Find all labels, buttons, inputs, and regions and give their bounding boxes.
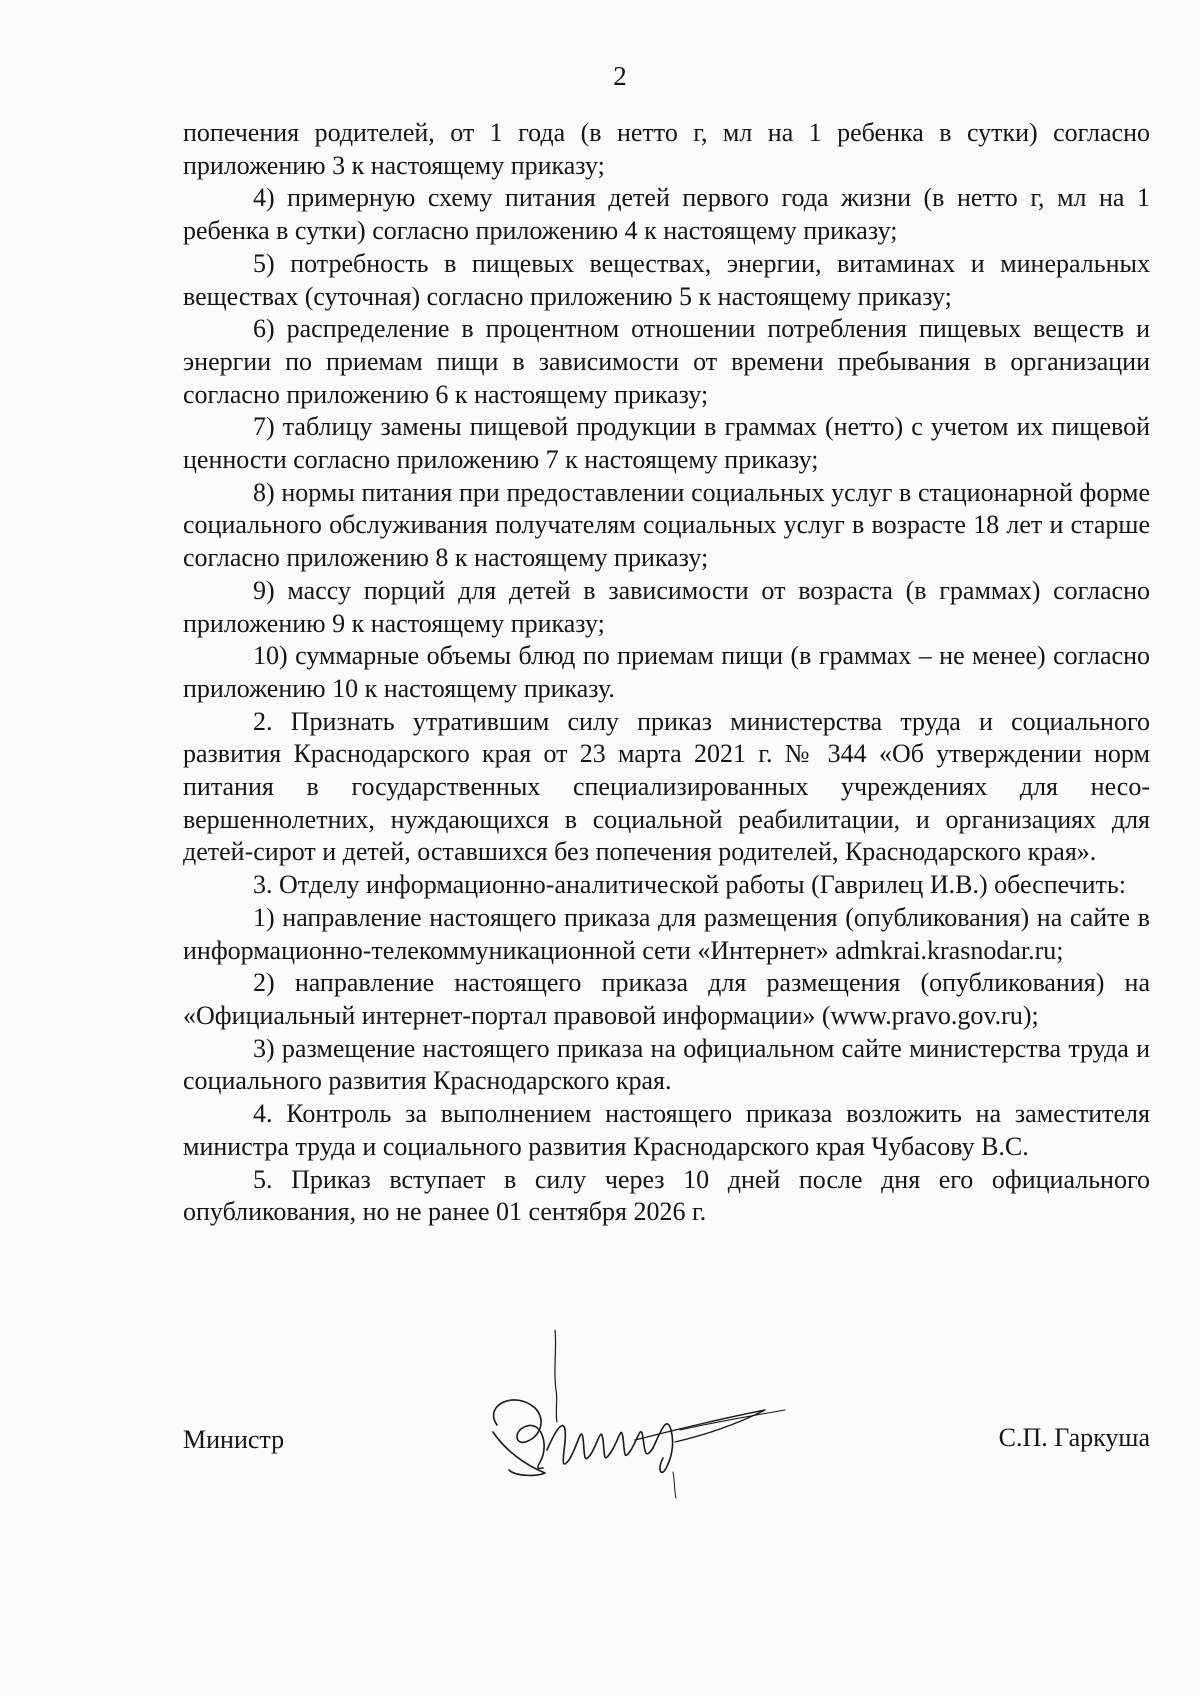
paragraph-section-3-item-2: 2) направление настоящего приказа для размещения (опубликования) на «Официальный интернет-портал правовой информации» (www.pravo.gov.ru);: [183, 968, 1150, 1030]
paragraph-section-4: 4. Контроль за выполнением настоящего приказа возложить на заместителя министра труда и социального развития Краснодарского края Чубасову В.С.: [183, 1099, 1150, 1161]
paragraph-item-10: 10) суммарные объемы блюд по приемам пищи (в граммах – не менее) согласно приложению 10 к настоящему приказу.: [183, 641, 1150, 703]
document-body: [183, 117, 1150, 1229]
paragraph-continuation: попечения родителей, от 1 года (в нетто г, мл на 1 ребенка в сутки) согласно приложению 3 к настоящему приказу;: [183, 118, 1150, 180]
paragraph-item-7: 7) таблицу замены пищевой продукции в граммах (нетто) с учетом их пищевой ценности согласно приложению 7 к настоящему приказу;: [183, 412, 1150, 475]
paragraph-item-4: 4) примерную схему питания детей первого года жизни (в нетто г, мл на 1 ребенка в сутки) согласно приложению 4 к настоящему приказу;: [183, 183, 1150, 246]
signatory-name: С.П. Гаркуша: [998, 1423, 1150, 1452]
paragraph-item-5: 5) потребность в пищевых веществах, энергии, витаминах и минеральных веществах (суточная) согласно приложению 5 к настоящему приказу;: [183, 248, 1150, 311]
paragraph-item-9: 9) массу порций для детей в зависимости от возраста (в граммах) согласно приложению 9 к настоящему приказу;: [183, 575, 1150, 638]
paragraph-section-3-item-1: 1) направление настоящего приказа для размещения (опубликования) на сайте в информационно-телекоммуникационной сети «Интернет» admkrai.krasnodar.ru;: [183, 902, 1150, 965]
paragraph-section-5: 5. Приказ вступает в силу через 10 дней после дня его официального опубликования, но не ранее 01 сентября 2026 г.: [183, 1164, 1150, 1227]
signatory-title: Министр: [183, 1425, 285, 1454]
paragraph-section-3: 3. Отделу информационно-аналитической работы (Гаврилец И.В.) обеспечить:: [253, 870, 1126, 900]
page-number: 2: [613, 61, 627, 91]
paragraph-section-3-item-3: 3) размещение настоящего приказа на официальном сайте министерства труда и социального развития Краснодарского края.: [183, 1033, 1150, 1096]
paragraph-item-8: 8) нормы питания при предоставлении социальных услуг в стационарной форме социального обслуживания получателям социальных услуг в возрасте 18 лет и старше согласно приложению 8 к настоящему приказу;: [183, 477, 1150, 573]
paragraph-item-6: 6) распределение в процентном отношении потребления пищевых веществ и энергии по приемам пищи в зависимости от времени пребывания в организации согласно приложению 6 к настоящему приказу;: [183, 314, 1150, 409]
handwritten-signature: [485, 1330, 815, 1500]
paragraph-section-2: 2. Признать утратившим силу приказ министерства труда и социального развития Краснодарского края от 23 марта 2021 г. № 344 «Об утверждении норм питания в государственных специализированных учреждениях для несовершеннолетних, нуждающихся в социальной реабилитации, и организациях для детей-сирот и детей, оставшихся без попечения родителей, Краснодарского края».: [183, 706, 1150, 867]
